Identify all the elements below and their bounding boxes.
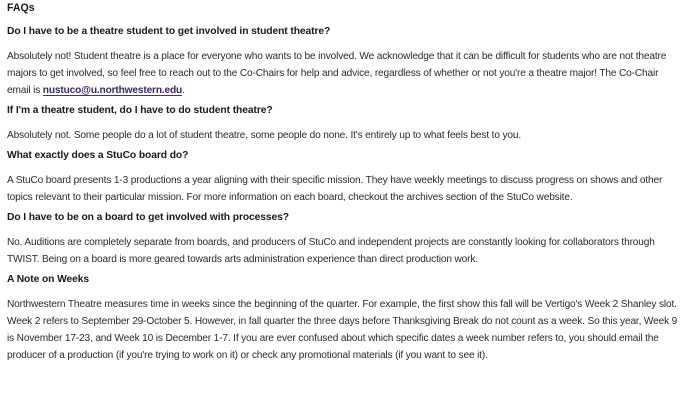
note-on-weeks-text: Northwestern Theatre measures time in weeks since the beginning of the quarter. For example, the first show this fall will be Vertigo's Week 2 Shanley slot. Week 2 refers to September 29-October 5. However, in fall quarter the three days before Thanksgiving Break do not count as a week. So this year, Week 9 is November 17-23, and Week 10 is December 1-7. If you are ever confused about which specific dates a week number refers to, you should email the producer of a production (if you're trying to work on it) or check any promotional materials (if you want to see it). [7,299,678,361]
faq-question-2: If I'm a theatre student, do I have to do student theatre? [7,105,273,116]
faq-answer-1-text: Absolutely not! Student theatre is a place for everyone who wants to be involved. We acknowledge that it can be difficult for students who are not theatre majors to get involved, so feel free to reach out to the Co-Chairs for help and advice, regardless of whether or not you're a theatre major! The Co-Chair email is [7,51,667,96]
faq-answer-3: A StuCo board presents 1-3 productions a year aligning with their specific mission. They have weekly meetings to discuss progress on shows and other topics relevant to their particular mission. For more information on each board, checkout the archives section of the StuCo website. [7,175,663,203]
faq-answer-1-end: . [182,85,185,96]
co-chair-email-link[interactable]: nustuco@u.northwestern.edu [42,85,183,96]
faq-question-1: Do I have to be a theatre student to get involved in student theatre? [7,26,331,37]
faq-answer-2: Absolutely not. Some people do a lot of student theatre, some people do none. It's entirely up to what feels best to you. [7,130,521,141]
faq-question-4: Do I have to be on a board to get involved with processes? [7,212,289,223]
page-title: FAQs [7,2,35,14]
note-on-weeks-heading: A Note on Weeks [7,274,90,285]
faq-answer-1 [7,48,683,99]
faq-question-3: What exactly does a StuCo board do? [7,150,189,161]
faq-answer-4: No. Auditions are completely separate from boards, and producers of StuCo and independent projects are constantly looking for collaborators through TWIST. Being on a board is more geared towards arts administration experience than direct production work. [7,237,655,265]
faq-page [7,0,683,364]
